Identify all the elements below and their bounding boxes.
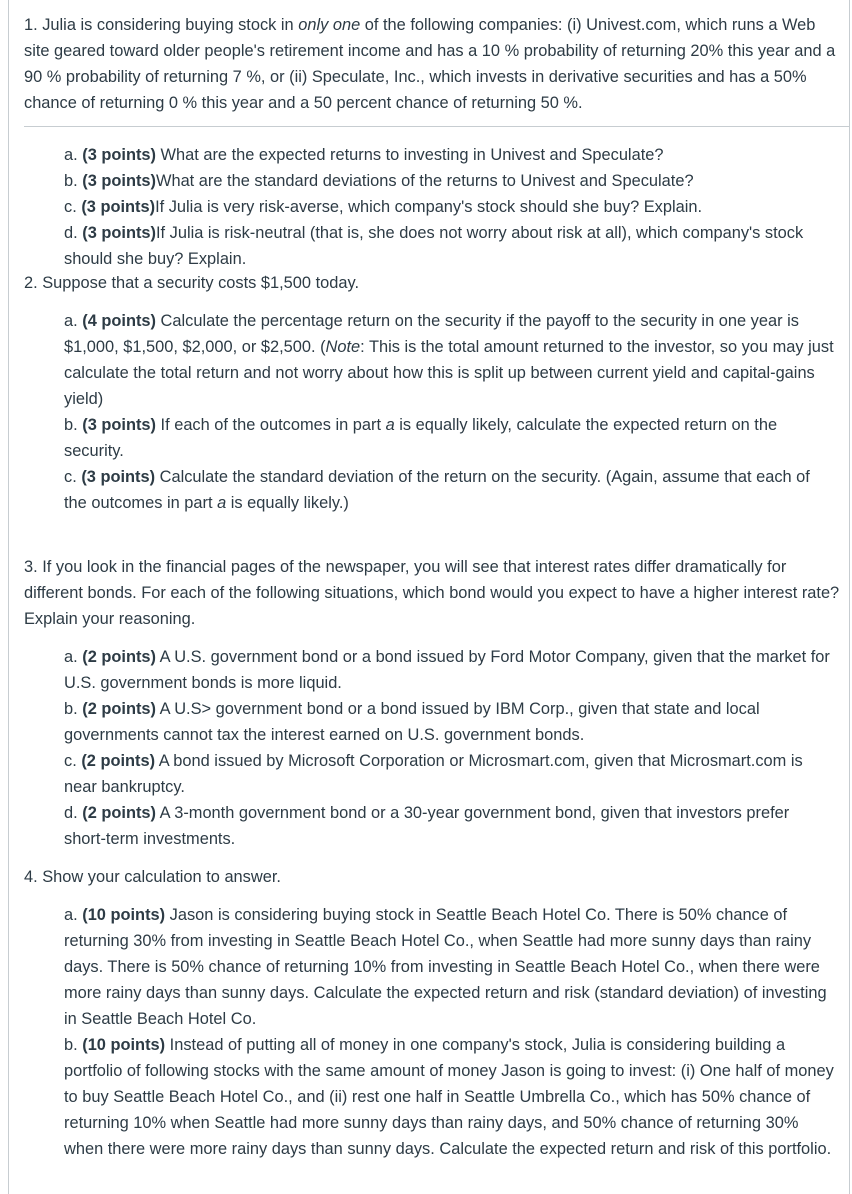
part-text: If each of the outcomes in part	[155, 416, 386, 434]
points-label: (2 points)	[82, 648, 156, 666]
points-label: (3 points)	[81, 468, 156, 486]
part-label: b.	[64, 172, 83, 190]
question-1-emphasis: only one	[298, 16, 361, 34]
part-text: Jason is considering buying stock in Seattle Beach Hotel Co. There is 50% chance of returning 30% from investing in Seattle Beach Hotel Co., when Seattle had more sunny days than rainy days. There is 50% chance of returning 10% from investing in Seattle Beach Hotel Co., when there were more rainy days than sunny days. Calculate the expected return and risk (standard deviation) of investing in Seattle Beach Hotel Co.	[64, 906, 827, 1028]
question-1d	[64, 220, 835, 272]
question-4b	[64, 1032, 835, 1162]
part-text: If Julia is risk-neutral (that is, she does not worry about risk at all), which company's stock should she buy? Explain.	[64, 224, 804, 268]
part-label: c.	[64, 752, 82, 770]
points-label: (3 points)	[82, 146, 156, 164]
part-text: A 3-month government bond or a 30-year government bond, given that investors prefer short-term investments.	[64, 804, 790, 848]
question-2a	[64, 308, 835, 412]
question-1a	[64, 142, 835, 168]
part-label: b.	[64, 1036, 83, 1054]
note-emphasis: Note	[325, 338, 361, 356]
question-3-parts	[24, 644, 841, 852]
question-3b	[64, 696, 835, 748]
part-label: a.	[64, 146, 83, 164]
question-2	[9, 270, 849, 516]
part-label: c.	[64, 198, 82, 216]
part-label: c.	[64, 468, 82, 486]
part-text: A bond issued by Microsoft Corporation or Microsmart.com, given that Microsmart.com is near bankruptcy.	[64, 752, 803, 796]
question-4	[9, 864, 849, 1162]
points-label: (3 points)	[81, 198, 156, 216]
question-3c	[64, 748, 835, 800]
part-label: a.	[64, 906, 83, 924]
question-3	[9, 554, 849, 852]
question-4-parts	[24, 902, 841, 1162]
question-3d	[64, 800, 835, 852]
part-label: a.	[64, 312, 83, 330]
points-label: (3 points)	[82, 172, 156, 190]
part-reference-emphasis: a	[385, 416, 395, 434]
part-reference-emphasis: a	[217, 494, 227, 512]
part-text-2: : This is the total amount returned to the investor, so you may just calculate the total return and not worry about how this is split up between current yield and capital-gains yield)	[64, 338, 834, 408]
question-1-parts	[24, 142, 841, 272]
part-text: Calculate the standard deviation of the return on the security. (Again, assume that each of the outcomes in part	[64, 468, 810, 512]
question-1	[9, 12, 849, 272]
question-1-stem	[24, 12, 849, 127]
question-1b	[64, 168, 835, 194]
question-2-parts	[24, 308, 841, 516]
part-text: A U.S. government bond or a bond issued by Ford Motor Company, given that the market for U.S. government bonds is more liquid.	[64, 648, 830, 692]
question-2-stem: 2. Suppose that a security costs $1,500 today.	[24, 274, 359, 292]
part-text: What are the standard deviations of the returns to Univest and Speculate?	[155, 172, 694, 190]
part-label: d.	[64, 224, 83, 242]
part-text-2: is equally likely.)	[226, 494, 349, 512]
question-2c	[64, 464, 835, 516]
assignment-page	[8, 0, 850, 1194]
points-label: (10 points)	[82, 1036, 166, 1054]
points-label: (3 points)	[82, 224, 156, 242]
part-label: a.	[64, 648, 83, 666]
points-label: (4 points)	[82, 312, 156, 330]
part-text: Calculate the percentage return on the security if the payoff to the security in one year is $1,000, $1,500, $2,000, or $2,500. (	[64, 312, 799, 356]
points-label: (2 points)	[82, 804, 156, 822]
part-text: A U.S> government bond or a bond issued by IBM Corp., given that state and local governments cannot tax the interest earned on U.S. government bonds.	[64, 700, 760, 744]
part-label: b.	[64, 700, 83, 718]
question-4a	[64, 902, 835, 1032]
question-2b	[64, 412, 835, 464]
question-1c	[64, 194, 835, 220]
part-label: d.	[64, 804, 83, 822]
part-text: Instead of putting all of money in one company's stock, Julia is considering building a portfolio of following stocks with the same amount of money Jason is going to invest: (i) One half of money to buy Seattle Beach Hotel Co., and (ii) rest one half in Seattle Umbrella Co., which has 50% chance of returning 10% when Seattle had more sunny days than rainy days, and 50% chance of returning 30% when there were more rainy days than sunny days. Calculate the expected return and risk of this portfolio.	[64, 1036, 834, 1158]
question-3-stem: 3. If you look in the financial pages of the newspaper, you will see that interest rates differ dramatically for different bonds. For each of the following situations, which bond would you expect to have a higher interest rate? Explain your reasoning.	[24, 558, 840, 628]
question-1-stem-text: 1. Julia is considering buying stock in	[24, 16, 299, 34]
points-label: (2 points)	[82, 700, 156, 718]
part-text: If Julia is very risk-averse, which company's stock should she buy? Explain.	[155, 198, 703, 216]
points-label: (10 points)	[82, 906, 166, 924]
part-text-2: is equally likely, calculate the expected return on the security.	[64, 416, 778, 460]
question-1-stem-text-2: of the following companies: (i) Univest.com, which runs a Web site geared toward older people's retirement income and has a 10 % probability of returning 20% this year and a 90 % probability of returning 7 %, or (ii) Speculate, Inc., which invests in derivative securities and has a 50% chance of returning 0 % this year and a 50 percent chance of returning 50 %.	[24, 16, 836, 112]
question-4-stem: 4. Show your calculation to answer.	[24, 868, 281, 886]
points-label: (3 points)	[82, 416, 156, 434]
question-3a	[64, 644, 835, 696]
points-label: (2 points)	[81, 752, 156, 770]
part-label: b.	[64, 416, 83, 434]
part-text: What are the expected returns to investing in Univest and Speculate?	[155, 146, 664, 164]
